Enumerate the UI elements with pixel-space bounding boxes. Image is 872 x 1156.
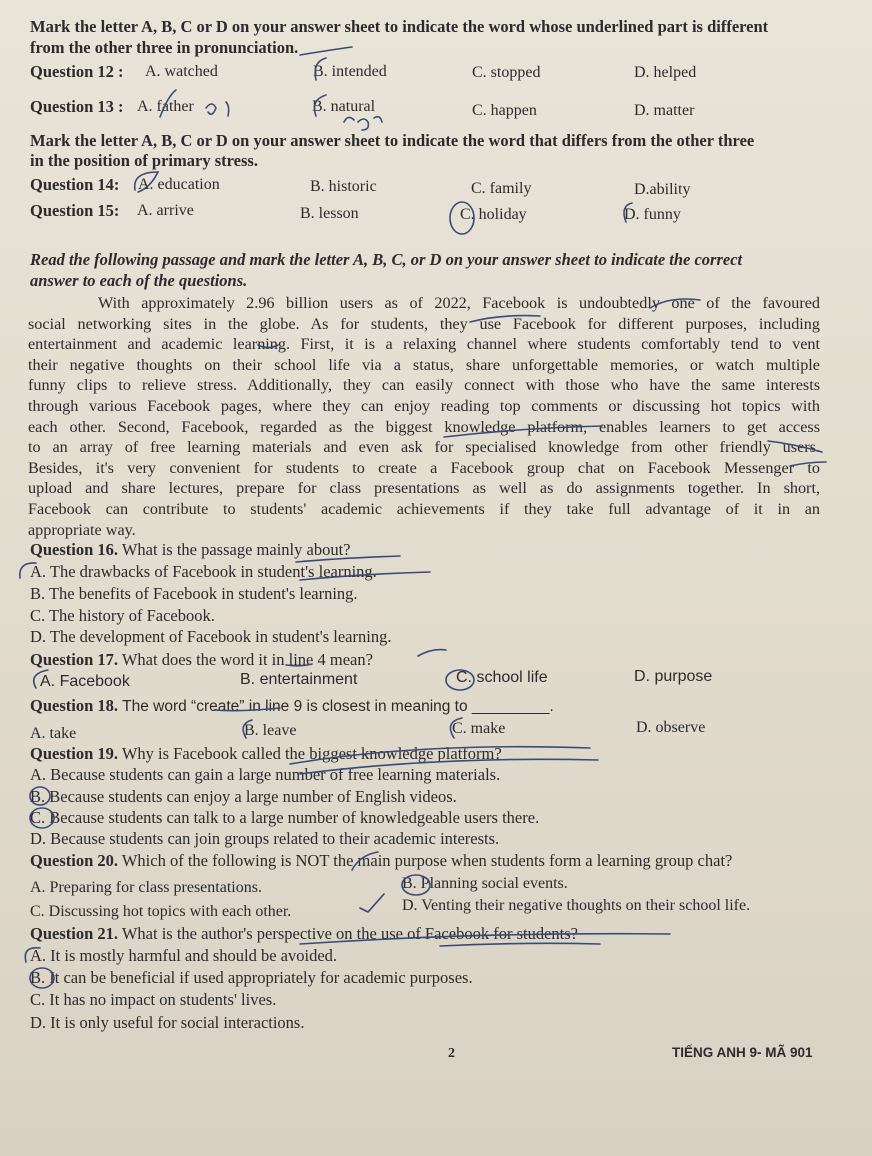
q16-option-a: A. The drawbacks of Facebook in student's learning.	[30, 562, 377, 581]
q18-label: Question 18.	[30, 696, 119, 715]
q19-option-b: B. Because students can enjoy a large number of English videos.	[30, 787, 457, 806]
q21-option-a: A. It is mostly harmful and should be avoided.	[30, 946, 338, 965]
passage-line: Besides, it's very convenient for students to create a Facebook group chat on Facebook Messenger to	[28, 458, 820, 477]
q18-option-c: C. make	[452, 720, 506, 737]
q13-option-d: D. matter	[634, 102, 695, 119]
q12-option-c: C. stopped	[472, 64, 541, 81]
passage-line: through various Facebook pages, where they can enjoy reading top comments or discussing hot topics with	[28, 396, 820, 415]
q14-option-d: D.ability	[634, 181, 691, 198]
stress-instruction-line2: in the position of primary stress.	[30, 151, 258, 170]
q19-label: Question 19.	[30, 744, 119, 763]
q18-text: The word “create” in line 9 is closest in meaning to _________.	[122, 698, 554, 715]
q12-option-b: B. intended	[313, 63, 387, 80]
passage-line: funny clips to relieve stress. Additionally, they can easily connect with those who have the same interests	[28, 376, 820, 395]
passage-line: their negative thoughts on their school life via a status, share unforgettable memories, or watch multiple	[28, 355, 820, 374]
passage-line: upload and share lectures, prepare for class presentations as well as do assignments together. In short,	[28, 479, 820, 498]
q21-label: Question 21.	[30, 924, 119, 943]
q21-stem	[30, 924, 578, 944]
q12-label: Question 12 :	[30, 62, 124, 81]
q16-text: What is the passage mainly about?	[121, 540, 351, 559]
q15-option-d: D. funny	[624, 206, 681, 223]
q19-option-a: A. Because students can gain a large number of free learning materials.	[30, 765, 501, 784]
q19-option-c: C. Because students can talk to a large number of knowledgeable users there.	[30, 808, 540, 827]
q17-option-d: D. purpose	[634, 668, 713, 685]
q20-option-a: A. Preparing for class presentations.	[30, 879, 262, 896]
q12-option-a: A. watched	[145, 63, 218, 80]
q20-option-c: C. Discussing hot topics with each other.	[30, 903, 292, 920]
q20-option-b: B. Planning social events.	[402, 875, 568, 892]
q17-text: What does the word it in line 4 mean?	[121, 650, 373, 669]
passage-line: appropriate way.	[28, 520, 136, 539]
q13-label: Question 13 :	[30, 97, 124, 116]
q12-option-d: D. helped	[634, 64, 697, 81]
pronunciation-instruction-line1: Mark the letter A, B, C or D on your answer sheet to indicate the word whose underlined part is different	[30, 17, 769, 36]
reading-passage	[28, 293, 820, 540]
q19-text: Why is Facebook called the biggest knowledge platform?	[121, 744, 502, 763]
q21-option-d: D. It is only useful for social interactions.	[30, 1013, 305, 1032]
q16-option-d: D. The development of Facebook in student's learning.	[30, 627, 392, 646]
reading-instruction-line2: answer to each of the questions.	[30, 271, 248, 290]
q18-option-d: D. observe	[636, 719, 706, 736]
q13-option-a: A. father	[137, 98, 194, 115]
q16-option-c: C. The history of Facebook.	[30, 606, 215, 625]
q18-stem	[30, 696, 554, 717]
pronunciation-instruction-line2: from the other three in pronunciation.	[30, 38, 299, 57]
q21-text: What is the author's perspective on the use of Facebook for students?	[121, 924, 578, 943]
q20-label: Question 20.	[30, 851, 119, 870]
q17-option-a: A. Facebook	[40, 673, 130, 690]
passage-line: social networking sites in the globe. As for students, they use Facebook for different purposes, including	[28, 314, 820, 333]
page-number: 2	[448, 1046, 455, 1061]
exam-code: TIẾNG ANH 9- MÃ 901	[672, 1045, 813, 1060]
q17-option-c: C. school life	[456, 669, 548, 686]
q14-option-a: A. education	[138, 176, 220, 193]
q20-option-d: D. Venting their negative thoughts on their school life.	[402, 897, 751, 914]
passage-line: Facebook can contribute to students' academic achievements if they take full advantage of it in an	[28, 499, 820, 518]
q20-stem	[30, 851, 732, 871]
q18-option-b: B. leave	[244, 722, 297, 739]
q15-option-a: A. arrive	[137, 202, 194, 219]
q17-option-b: B. entertainment	[240, 671, 358, 688]
q21-option-c: C. It has no impact on students' lives.	[30, 990, 277, 1009]
q20-text: Which of the following is NOT the main purpose when students form a learning group chat?	[121, 851, 733, 870]
q16-option-b: B. The benefits of Facebook in student's learning.	[30, 584, 358, 603]
stress-instruction-line1: Mark the letter A, B, C or D on your answer sheet to indicate the word that differs from the other three	[30, 131, 755, 150]
q15-label: Question 15:	[30, 201, 120, 220]
q13-option-c: C. happen	[472, 102, 537, 119]
q14-option-b: B. historic	[310, 178, 377, 195]
q14-label: Question 14:	[30, 175, 120, 194]
q15-option-c: C. holiday	[460, 206, 527, 223]
q19-option-d: D. Because students can join groups related to their academic interests.	[30, 829, 500, 848]
q16-label: Question 16.	[30, 540, 119, 559]
q17-label: Question 17.	[30, 650, 119, 669]
q15-option-b: B. lesson	[300, 205, 359, 222]
passage-line: entertainment and academic learning. First, it is a relaxing channel where students comfortably tend to vent	[28, 335, 820, 354]
q18-option-a: A. take	[30, 725, 77, 742]
q17-stem	[30, 650, 373, 670]
passage-line: each other. Second, Facebook, regarded as the biggest knowledge platform, enables learners to get access	[28, 417, 820, 436]
q16-stem	[30, 540, 350, 560]
passage-line: With approximately 2.96 billion users as of 2022, Facebook is undoubtedly one of the favoured	[98, 294, 820, 312]
reading-instruction-line1: Read the following passage and mark the letter A, B, C, or D on your answer sheet to indicate the correct	[30, 250, 743, 269]
q21-option-b: B. It can be beneficial if used appropriately for academic purposes.	[30, 968, 473, 987]
q13-option-b: B. natural	[312, 98, 376, 115]
passage-line: to an array of free learning materials and even ask for specialised knowledge from other friendly users.	[28, 438, 820, 457]
q14-option-c: C. family	[471, 180, 532, 197]
q19-stem	[30, 744, 502, 764]
